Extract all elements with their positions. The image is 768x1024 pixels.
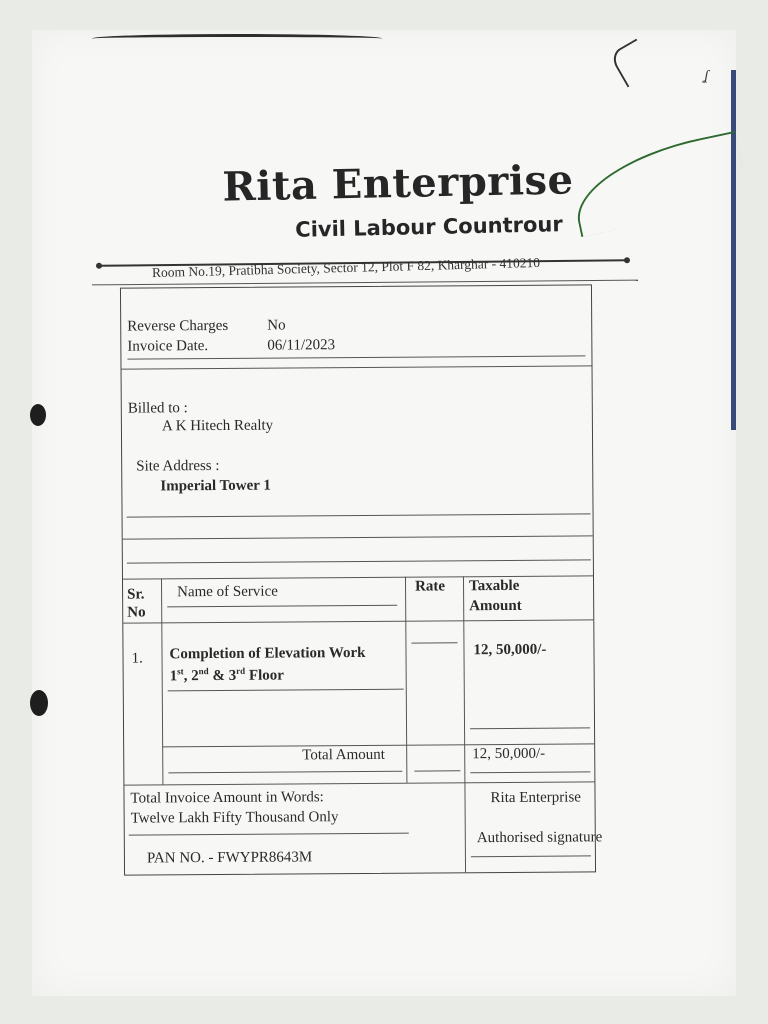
row-service-underline	[168, 689, 404, 692]
billing-underline	[127, 513, 591, 517]
invoice-date-label: Invoice Date.	[127, 338, 209, 355]
total-label-underline	[168, 771, 402, 774]
invoice-paper	[32, 30, 736, 996]
total-value-underline	[470, 771, 590, 773]
header-sr-line2: No	[127, 604, 146, 621]
punch-hole-top	[30, 404, 46, 426]
total-label: Total Amount	[302, 746, 385, 764]
header-taxable-line1: Taxable	[468, 577, 520, 595]
reverse-charges-value: No	[267, 317, 286, 334]
invoice-date-value: 06/11/2023	[267, 337, 336, 354]
punch-hole-bottom	[30, 690, 48, 716]
invoice-box	[120, 284, 603, 875]
company-address: Room No.19, Pratibha Society, Sector 12, Plot F 82, Kharghar - 410210	[151, 254, 541, 281]
billing-divider	[123, 535, 593, 539]
table-bottom-border	[124, 781, 594, 785]
row-rate-blank	[411, 642, 457, 643]
reverse-charges-label: Reverse Charges	[127, 317, 229, 335]
words-underline	[129, 833, 409, 836]
table-header-divider	[123, 619, 593, 623]
words-label: Total Invoice Amount in Words:	[130, 789, 324, 807]
table-top-border	[123, 575, 593, 579]
site-address-value: Imperial Tower 1	[160, 477, 271, 495]
header-sr-line1: Sr.	[127, 586, 145, 603]
top-edge-stroke	[92, 34, 382, 43]
row-amount: 12, 50,000/-	[473, 641, 547, 659]
words-value: Twelve Lakh Fifty Thousand Only	[130, 809, 339, 827]
row-service-line1: Completion of Elevation Work	[169, 644, 366, 663]
meta-divider	[122, 365, 592, 369]
header-service-underline	[167, 605, 397, 608]
header-service: Name of Service	[177, 583, 278, 601]
binder-edge	[731, 70, 736, 430]
authorised-signature: Authorised signature	[476, 829, 603, 847]
pen-corner-note: ʆ	[704, 68, 709, 84]
row-service-line2: 1st, 2nd & 3rd Floor	[169, 665, 284, 685]
site-address-label: Site Address :	[136, 457, 220, 475]
letterhead	[32, 156, 736, 242]
billed-to-value: A K Hitech Realty	[161, 417, 274, 435]
header-taxable-line2: Amount	[469, 597, 522, 615]
row-amount-underline	[470, 727, 590, 729]
pen-tick-mark	[609, 39, 656, 88]
total-value: 12, 50,000/-	[472, 745, 546, 763]
col-divider-sr	[161, 578, 163, 784]
row-sr: 1.	[131, 650, 143, 667]
signature-underline	[471, 855, 591, 857]
meta-underline	[127, 355, 585, 359]
company-tagline: Civil Labour Countrour	[295, 212, 563, 242]
pan-number: PAN NO. - FWYPR8643M	[146, 849, 313, 867]
billed-to-label: Billed to :	[127, 400, 188, 417]
header-rate: Rate	[414, 578, 446, 595]
col-divider-rate	[405, 577, 407, 783]
total-rate-underline	[414, 770, 460, 771]
blank-row-line	[127, 559, 591, 563]
signatory-firm: Rita Enterprise	[490, 789, 581, 807]
company-name: Rita Enterprise	[222, 156, 574, 211]
